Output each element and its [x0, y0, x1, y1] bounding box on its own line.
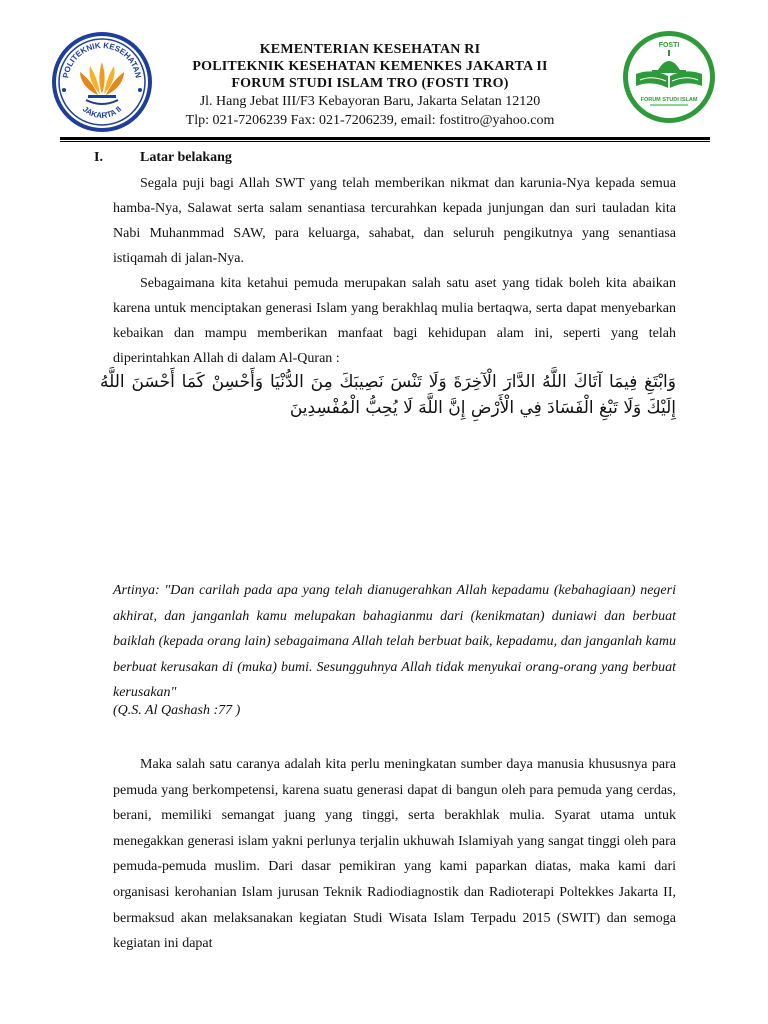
verse-translation: Artinya: "Dan carilah pada apa yang telah dianugerahkan Allah kepadamu (kebahagiaan) negeri akhirat, dan janganlah kamu melupakan bahagianmu dari (kenikmatan) duniawi dan berbuat baiklah (kepada orang lain) sebagaimana Allah telah berbuat baik, kepadamu, dan janganlah kamu berbuat kerusakan di (muka) bumi. Sesungguhnya Allah tidak menyukai orang-orang yang berbuat kerusakan"	[113, 583, 676, 700]
institution-title: POLITEKNIK KESEHATAN KEMENKES JAKARTA II	[192, 59, 548, 74]
contact-info: Tlp: 021-7206239 Fax: 021-7206239, email: fostitro@yahoo.com	[185, 113, 555, 128]
fosti-logo-icon	[622, 30, 716, 124]
section-number: I.	[94, 150, 103, 165]
organization-title: FORUM STUDI ISLAM TRO (FOSTI TRO)	[231, 76, 509, 91]
svg-text:POLITEKNIK KESEHATAN: POLITEKNIK KESEHATAN	[61, 40, 143, 79]
paragraph-opening: Segala puji bagi Allah SWT yang telah memberikan nikmat dan karunia-Nya kepada semua hamba-Nya, Salawat serta salam senantiasa tercurahkan kepada junjungan dan suri tauladan kita Nabi Muhanmmad SAW, para keluarga, sahabat, dan seluruh pengikutnya yang senantiasa istiqamah di jalan-Nya.	[113, 176, 676, 266]
paragraph-youth: Sebagaimana kita ketahui pemuda merupakan salah satu aset yang tidak boleh kita abaikan karena untuk menciptakan generasi Islam yang berakhlaq mulia bertaqwa, serta dapat menyebarkan kebaikan dan mampu memberikan manfaat bagi kehidupan alam ini, seperti yang telah diperintahkan Allah di dalam Al-Quran :	[113, 276, 676, 366]
header-divider-thick	[60, 137, 710, 140]
letterhead	[150, 41, 590, 130]
svg-text:FORUM STUDI ISLAM: FORUM STUDI ISLAM	[640, 97, 698, 103]
ministry-title: KEMENTERIAN KESEHATAN RI	[259, 42, 481, 57]
header-divider-thin	[60, 141, 710, 142]
svg-text:FOSTI: FOSTI	[658, 42, 680, 49]
address: Jl. Hang Jebat III/F3 Kebayoran Baru, Jakarta Selatan 12120	[199, 94, 541, 109]
svg-text:JAKARTA II: JAKARTA II	[80, 104, 124, 121]
paragraph-program: Maka salah satu caranya adalah kita perlu meningkatan sumber daya manusia khususnya para pemuda yang berkompetensi, karena suatu generasi dapat di bangun oleh para pemuda yang cerdas, berani, memiliki semangat juang yang tinggi, serta berakhlak mulia. Syarat utama untuk menegakkan generasi islam yakni perlunya terjalin ukhuwah Islamiyah yang sangat tinggi oleh para pemuda-pemuda muslim. Dari dasar pemikiran yang kami paparkan diatas, maka kami dari organisasi kerohanian Islam jurusan Teknik Radiodiagnostik dan Radioterapi Poltekkes Jakarta II, bermaksud akan melaksanakan kegiatan Studi Wisata Islam Terpadu 2015 (SWIT) dan semoga kegiatan ini dapat	[113, 757, 676, 952]
verse-citation: (Q.S. Al Qashash :77 )	[113, 703, 241, 718]
quran-verse-arabic: وَابْتَغِ فِيمَا آتَاكَ اللَّهُ الدَّارَ الْآخِرَةَ وَلَا تَنْسَ نَصِيبَكَ مِنَ الدُّنْيَا وَأَحْسِنْ كَمَا أَحْسَنَ اللَّهُ إِلَيْكَ وَلَا تَبْغِ الْفَسَادَ فِي الْأَرْضِ إِنَّ اللَّهَ لَا يُحِبُّ الْمُفْسِدِينَ	[100, 372, 676, 418]
section-title: Latar belakang	[140, 150, 232, 165]
